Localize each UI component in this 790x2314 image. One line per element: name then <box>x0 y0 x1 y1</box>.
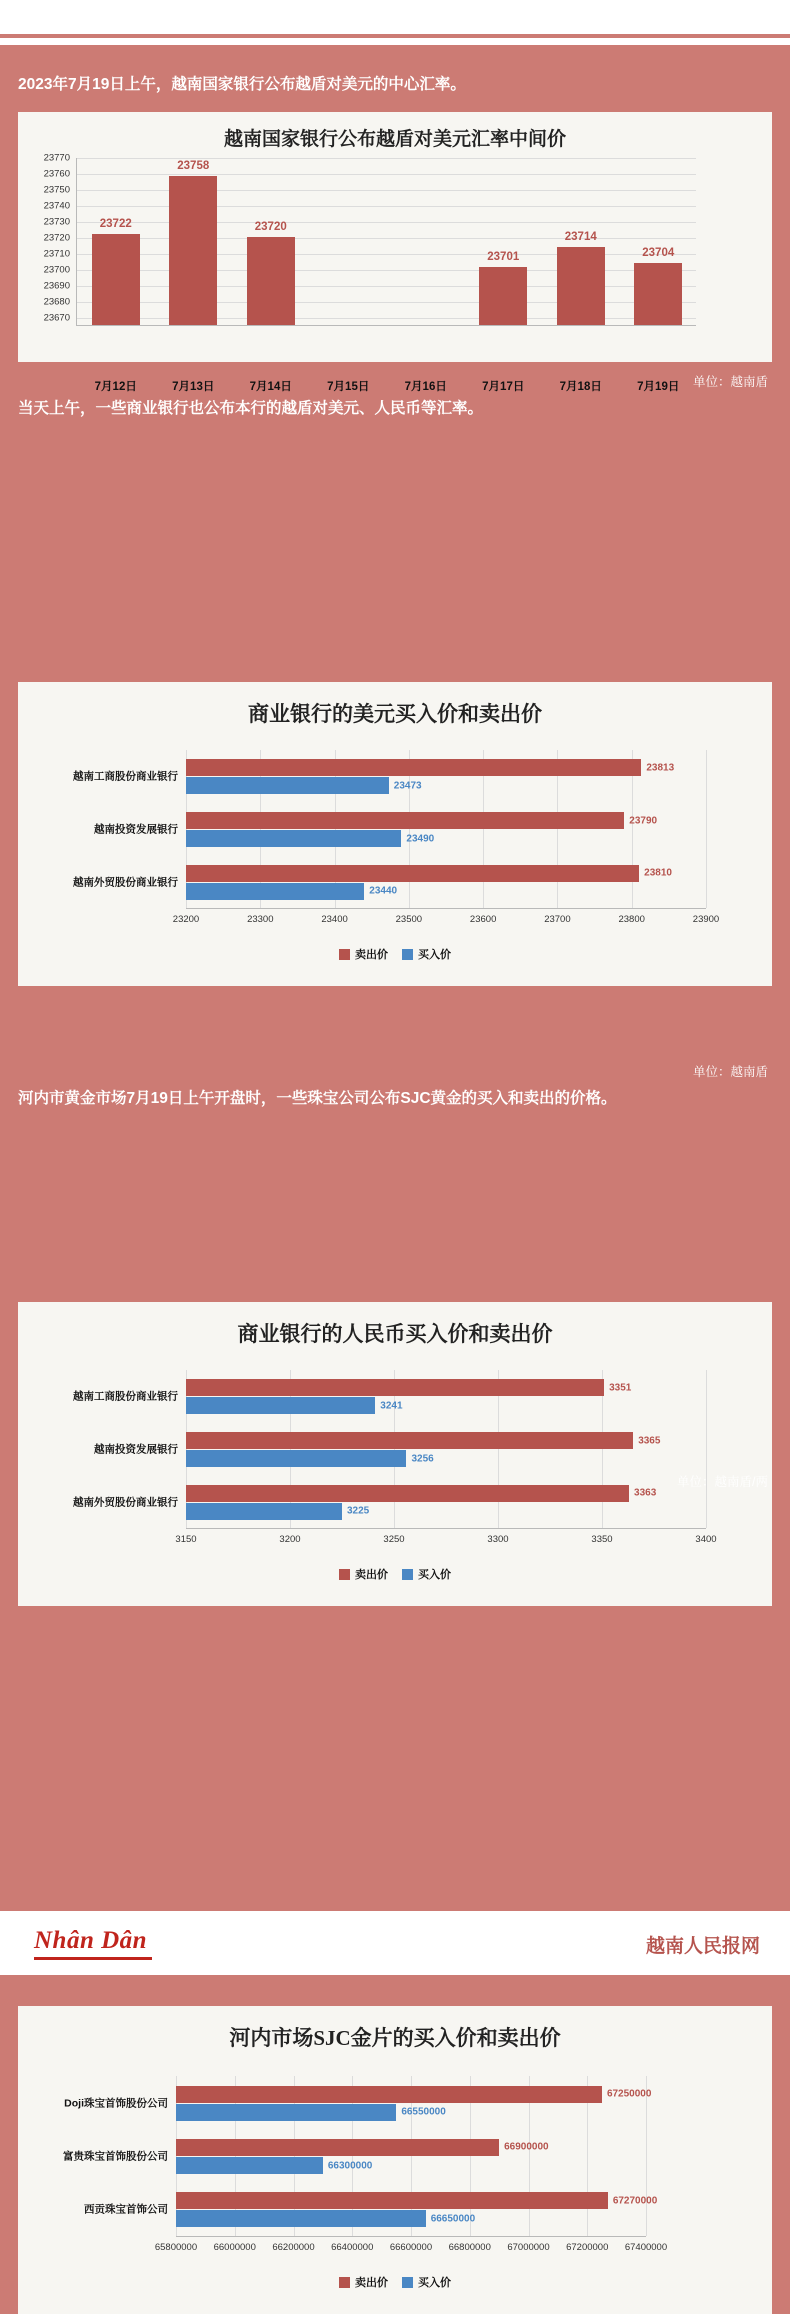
chart1-bar-value: 23720 <box>254 221 287 233</box>
chart-x-tick: 3300 <box>487 1534 509 1545</box>
chart-bar-buy <box>176 2157 323 2174</box>
chart-x-tick: 66200000 <box>272 2242 315 2253</box>
chart1-bar <box>557 247 605 325</box>
legend-label: 买入价 <box>418 2277 451 2289</box>
legend-label: 买入价 <box>418 949 451 961</box>
chart-bar-sell-value: 67250000 <box>606 2088 652 2100</box>
chart2-legend <box>18 946 772 962</box>
chart1-bar <box>479 267 527 325</box>
chart-x-tick: 3250 <box>383 1534 405 1545</box>
chart-x-tick: 67200000 <box>566 2242 609 2253</box>
chart-bar-sell-value: 3363 <box>634 1487 657 1499</box>
chart1-y-tick: 23740 <box>43 200 70 212</box>
chart-bar-sell-value: 3351 <box>609 1382 632 1394</box>
chart-bar-buy <box>176 2104 396 2121</box>
unit-note-3: 单位：越南盾/两 <box>677 1475 768 1489</box>
chart4-title: 河内市场SJC金片的买入价和卖出价 <box>229 2026 561 2050</box>
chart-bar-sell-value: 23813 <box>646 762 675 774</box>
chart-category-label: 越南外贸股份商业银行 <box>73 1496 178 1509</box>
chart1-bar-value: 23758 <box>177 160 210 173</box>
chart-bar-buy-value: 23490 <box>406 833 435 845</box>
chart3-title: 商业银行的人民币买入价和卖出价 <box>237 1322 553 1346</box>
chart1-y-tick: 23730 <box>43 216 70 228</box>
chart-bar-buy <box>186 1503 342 1520</box>
intro-paragraph-1: 2023年7月19日上午，越南国家银行公布越盾对美元的中心汇率。 <box>18 76 466 93</box>
chart1-bar <box>169 176 217 325</box>
logo-underline <box>34 1957 152 1960</box>
chart-panel-cny-bank <box>18 1302 772 1606</box>
chart-bar-buy-value: 66300000 <box>327 2160 373 2172</box>
chart-x-tick: 23800 <box>618 914 645 925</box>
chart1-x-tick: 7月14日 <box>249 381 292 393</box>
legend-swatch-sell <box>339 1569 350 1580</box>
chart-category-label: 富贵珠宝首饰股份公司 <box>63 2150 168 2163</box>
chart1-bar <box>634 263 682 325</box>
chart1-gridline <box>77 174 696 175</box>
chart-bar-sell-value: 23790 <box>629 815 658 827</box>
chart-category-label: 越南投资发展银行 <box>94 1443 178 1456</box>
chart1-x-tick: 7月13日 <box>172 381 215 393</box>
top-white-rule <box>0 38 790 45</box>
chart1-x-tick: 7月15日 <box>327 381 370 393</box>
chart-bar-buy <box>186 830 401 847</box>
intro-paragraph-3: 河内市黄金市场7月19日上午开盘时，一些珠宝公司公布SJC黄金的买入和卖出的价格。 <box>18 1090 617 1107</box>
chart-bar-buy-value: 3225 <box>347 1505 370 1517</box>
legend-swatch-buy <box>402 1569 413 1580</box>
chart-x-axis <box>176 2236 646 2237</box>
chart-panel-usd-bank <box>18 682 772 986</box>
chart-x-tick: 66800000 <box>448 2242 491 2253</box>
chart-bar-buy-value: 23473 <box>393 780 422 792</box>
chart-x-tick: 23200 <box>172 914 200 925</box>
chart1-y-tick: 23670 <box>43 312 70 324</box>
chart-x-tick: 3200 <box>279 1534 301 1545</box>
legend-swatch-buy <box>402 2277 413 2288</box>
chart-bar-sell <box>176 2139 499 2156</box>
chart-x-tick: 65800000 <box>154 2242 198 2253</box>
chart-bar-sell <box>186 1485 629 1502</box>
chart-category-label: Doji珠宝首饰股份公司 <box>64 2097 168 2110</box>
legend-item <box>402 2274 451 2290</box>
chart-category-label: 越南工商股份商业银行 <box>73 770 178 783</box>
chart1-gridline <box>77 158 696 159</box>
chart-panel-sjc-gold <box>18 2006 772 2314</box>
intro-paragraph-2: 当天上午，一些商业银行也公布本行的越盾对美元、人民币等汇率。 <box>18 400 484 417</box>
chart1-y-tick: 23710 <box>43 248 70 260</box>
chart-category-label: 越南工商股份商业银行 <box>73 1390 178 1403</box>
chart-bar-sell <box>186 1432 633 1449</box>
chart1-y-tick: 23700 <box>43 264 70 276</box>
chart1-bar-value: 23722 <box>99 217 132 230</box>
chart-bar-sell-value: 23810 <box>644 867 672 879</box>
chart-bar-sell <box>176 2192 608 2209</box>
legend-label: 卖出价 <box>355 2277 388 2289</box>
chart-bar-buy-value: 66550000 <box>401 2106 446 2118</box>
chart1-x-tick: 7月12日 <box>94 381 137 393</box>
chart-x-tick: 23400 <box>321 914 348 925</box>
chart-x-tick: 3350 <box>591 1534 613 1545</box>
chart1-x-tick: 7月19日 <box>637 381 680 393</box>
nhan-dan-logo: Nhân Dân <box>34 1927 148 1954</box>
chart-x-tick: 66400000 <box>331 2242 374 2253</box>
chart-gridline <box>706 1370 707 1528</box>
chart3-legend <box>18 1566 772 1582</box>
legend-item <box>402 946 451 962</box>
chart1-plot-area <box>43 152 696 393</box>
legend-item <box>339 946 388 962</box>
chart1-y-tick: 23750 <box>43 184 70 196</box>
footer-bar <box>0 1911 790 1975</box>
chart-bar-buy <box>176 2210 426 2227</box>
chart-bar-buy-value: 3241 <box>380 1400 403 1412</box>
chart-bar-buy-value: 23440 <box>369 885 398 897</box>
chart-x-tick: 23600 <box>469 914 497 925</box>
chart1-bar-value: 23714 <box>564 230 597 243</box>
legend-label: 买入价 <box>418 1569 451 1581</box>
chart1-x-tick: 7月18日 <box>559 381 602 393</box>
legend-swatch-sell <box>339 2277 350 2288</box>
chart1-y-tick: 23720 <box>43 232 70 244</box>
legend-item <box>402 1566 451 1582</box>
chart-bar-buy <box>186 1450 406 1467</box>
legend-label: 卖出价 <box>355 949 388 961</box>
chart-bar-buy-value: 3256 <box>411 1453 434 1465</box>
chart-bar-buy <box>186 1397 375 1414</box>
chart-x-tick: 3400 <box>695 1534 717 1545</box>
chart-bar-buy-value: 66650000 <box>430 2213 476 2225</box>
chart-gridline <box>706 750 707 908</box>
chart2-title: 商业银行的美元买入价和卖出价 <box>248 702 542 726</box>
legend-swatch-sell <box>339 949 350 960</box>
chart1-title: 越南国家银行公布越盾对美元汇率中间价 <box>223 129 566 150</box>
chart-x-tick: 23700 <box>544 914 571 925</box>
chart-bar-sell <box>176 2086 602 2103</box>
unit-note-2: 单位：越南盾 <box>692 1065 768 1079</box>
chart-bar-sell-value: 66900000 <box>504 2141 549 2153</box>
chart1-bar <box>247 237 295 325</box>
chart1-y-tick: 23770 <box>43 152 70 164</box>
chart1-y-tick: 23690 <box>43 280 70 292</box>
chart-x-tick: 66600000 <box>389 2242 433 2253</box>
top-white-band <box>0 0 790 34</box>
chart-category-label: 越南外贸股份商业银行 <box>73 876 178 889</box>
chart-bar-buy <box>186 883 364 900</box>
chart-bar-sell <box>186 759 641 776</box>
chart-x-tick: 67000000 <box>507 2242 550 2253</box>
chart-x-tick: 23300 <box>247 914 274 925</box>
chart4-legend <box>18 2274 772 2290</box>
chart-bar-sell <box>186 865 639 882</box>
chart-gridline <box>646 2076 647 2236</box>
chart1-y-tick: 23680 <box>43 296 70 308</box>
chart1-x-tick: 7月17日 <box>482 381 525 393</box>
chart-bar-sell-value: 67270000 <box>612 2195 658 2207</box>
chart-x-tick: 66000000 <box>213 2242 256 2253</box>
legend-item <box>339 1566 388 1582</box>
chart-x-tick: 23500 <box>395 914 423 925</box>
chart1-x-tick: 7月16日 <box>404 381 447 393</box>
legend-swatch-buy <box>402 949 413 960</box>
unit-note-1: 单位：越南盾 <box>692 375 768 389</box>
chart-x-tick: 67400000 <box>624 2242 668 2253</box>
chart-x-tick: 23900 <box>692 914 720 925</box>
chart1-y-tick: 23760 <box>43 168 70 180</box>
chart-bar-buy <box>186 777 389 794</box>
legend-item <box>339 2274 388 2290</box>
chart-x-tick: 3150 <box>175 1534 197 1545</box>
chart1-bar-value: 23701 <box>487 251 520 264</box>
footer-site-name: 越南人民报网 <box>645 1936 760 1957</box>
chart-bar-sell <box>186 812 624 829</box>
chart-category-label: 西贡珠宝首饰公司 <box>84 2203 168 2216</box>
chart1-bar <box>92 234 140 325</box>
chart1-bar-value: 23704 <box>642 246 675 259</box>
chart-bar-sell-value: 3365 <box>638 1435 661 1447</box>
chart-x-axis <box>186 908 706 909</box>
legend-label: 卖出价 <box>355 1569 388 1581</box>
chart-category-label: 越南投资发展银行 <box>94 823 178 836</box>
chart-bar-sell <box>186 1379 604 1396</box>
chart-x-axis <box>186 1528 706 1529</box>
